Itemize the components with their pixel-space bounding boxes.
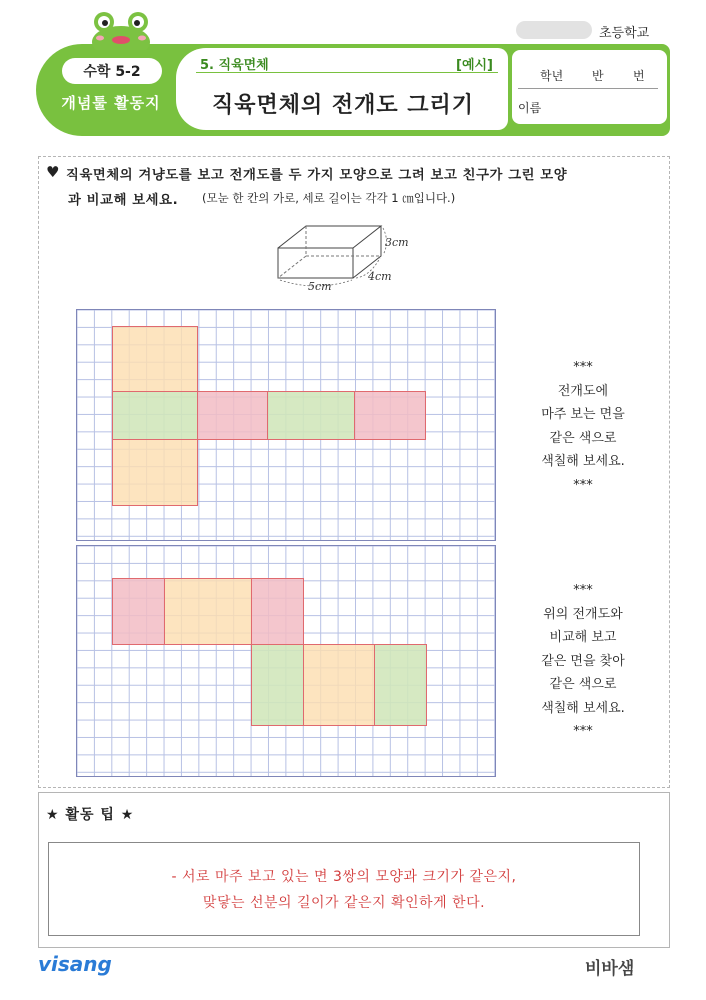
net2-face-b[interactable] — [164, 578, 252, 645]
side-instruction-1 — [508, 356, 658, 497]
info-divider — [518, 88, 658, 89]
cuboid-diagram — [270, 218, 410, 294]
title-divider — [196, 72, 498, 73]
tip-line-2: 맞닿는 선분의 길이가 같은지 확인하게 한다. — [202, 895, 486, 911]
net1-face-front[interactable] — [197, 391, 268, 440]
side1-line: 마주 보는 면을 — [541, 407, 625, 422]
net2-face-e[interactable] — [303, 644, 375, 726]
side2-line: *** — [573, 583, 593, 598]
sheet-type-label: 개념툴 활동지 — [61, 94, 161, 112]
side2-line: 같은 색으로 — [549, 677, 617, 692]
instruction-note: (모눈 한 칸의 가로, 세로 길이는 각각 1 ㎝입니다.) — [202, 191, 456, 205]
net2-face-d[interactable] — [251, 644, 304, 726]
net2-face-f[interactable] — [374, 644, 427, 726]
net1-face-bottom[interactable] — [112, 439, 198, 506]
vivasam-logo: 비바샘 — [585, 959, 635, 979]
net2-face-a[interactable] — [112, 578, 165, 645]
grade-field[interactable]: 학년 — [540, 69, 564, 83]
net1-face-top[interactable] — [112, 326, 198, 392]
side2-line: 비교해 보고 — [549, 630, 617, 645]
net1-face-back[interactable] — [354, 391, 426, 440]
instruction-line-1: 직육면체의 겨냥도를 보고 전개도를 두 가지 모양으로 그려 보고 친구가 그린 모양 — [66, 168, 568, 183]
side1-line: 전개도에 — [557, 383, 609, 399]
side1-line: *** — [573, 477, 593, 493]
class-field[interactable]: 반 — [592, 69, 604, 83]
net1-face-left[interactable] — [112, 391, 198, 440]
net1-face-right[interactable] — [267, 391, 355, 440]
visang-logo: visang — [38, 952, 112, 976]
page-title: 직육면체의 전개도 그리기 — [211, 93, 475, 118]
tip-line-1: - 서로 마주 보고 있는 면 3쌍의 모양과 크기가 같은지, — [171, 869, 517, 885]
side2-line: 색칠해 보세요. — [541, 700, 625, 716]
side1-line: 색칠해 보세요. — [541, 454, 625, 469]
tip-title: ★ 활동 팁 ★ — [46, 807, 135, 823]
instruction-line-2 — [68, 189, 178, 208]
name-field[interactable]: 이름 — [518, 101, 542, 115]
side2-line: 같은 면을 찾아 — [541, 653, 625, 669]
number-field[interactable]: 번 — [633, 69, 645, 83]
side1-line: *** — [573, 360, 593, 375]
frog-mascot-icon — [90, 10, 152, 50]
side2-line: *** — [573, 724, 593, 739]
instruction-line-2-text: 과 비교해 보세요. — [68, 193, 179, 208]
example-tag: [예시] — [456, 58, 493, 73]
net2-face-c[interactable] — [251, 578, 304, 645]
unit-label: 5. 직육면체 — [200, 58, 269, 73]
cuboid-width-label: 5cm — [308, 280, 332, 293]
net-grid-2[interactable] — [76, 545, 496, 777]
side1-line: 같은 색으로 — [549, 430, 617, 446]
tip-box — [48, 842, 640, 936]
subject-badge: 수학 5-2 — [62, 58, 162, 84]
school-label: 초등학교 — [599, 26, 650, 41]
cuboid-height-label: 3cm — [385, 236, 409, 249]
side-instruction-2 — [508, 579, 658, 744]
heart-bullet-icon: ♥ — [46, 163, 60, 181]
school-name-blank[interactable] — [516, 21, 592, 39]
cuboid-depth-label: 4cm — [368, 270, 392, 283]
side2-line: 위의 전개도와 — [543, 606, 623, 622]
net-grid-1[interactable] — [76, 309, 496, 541]
